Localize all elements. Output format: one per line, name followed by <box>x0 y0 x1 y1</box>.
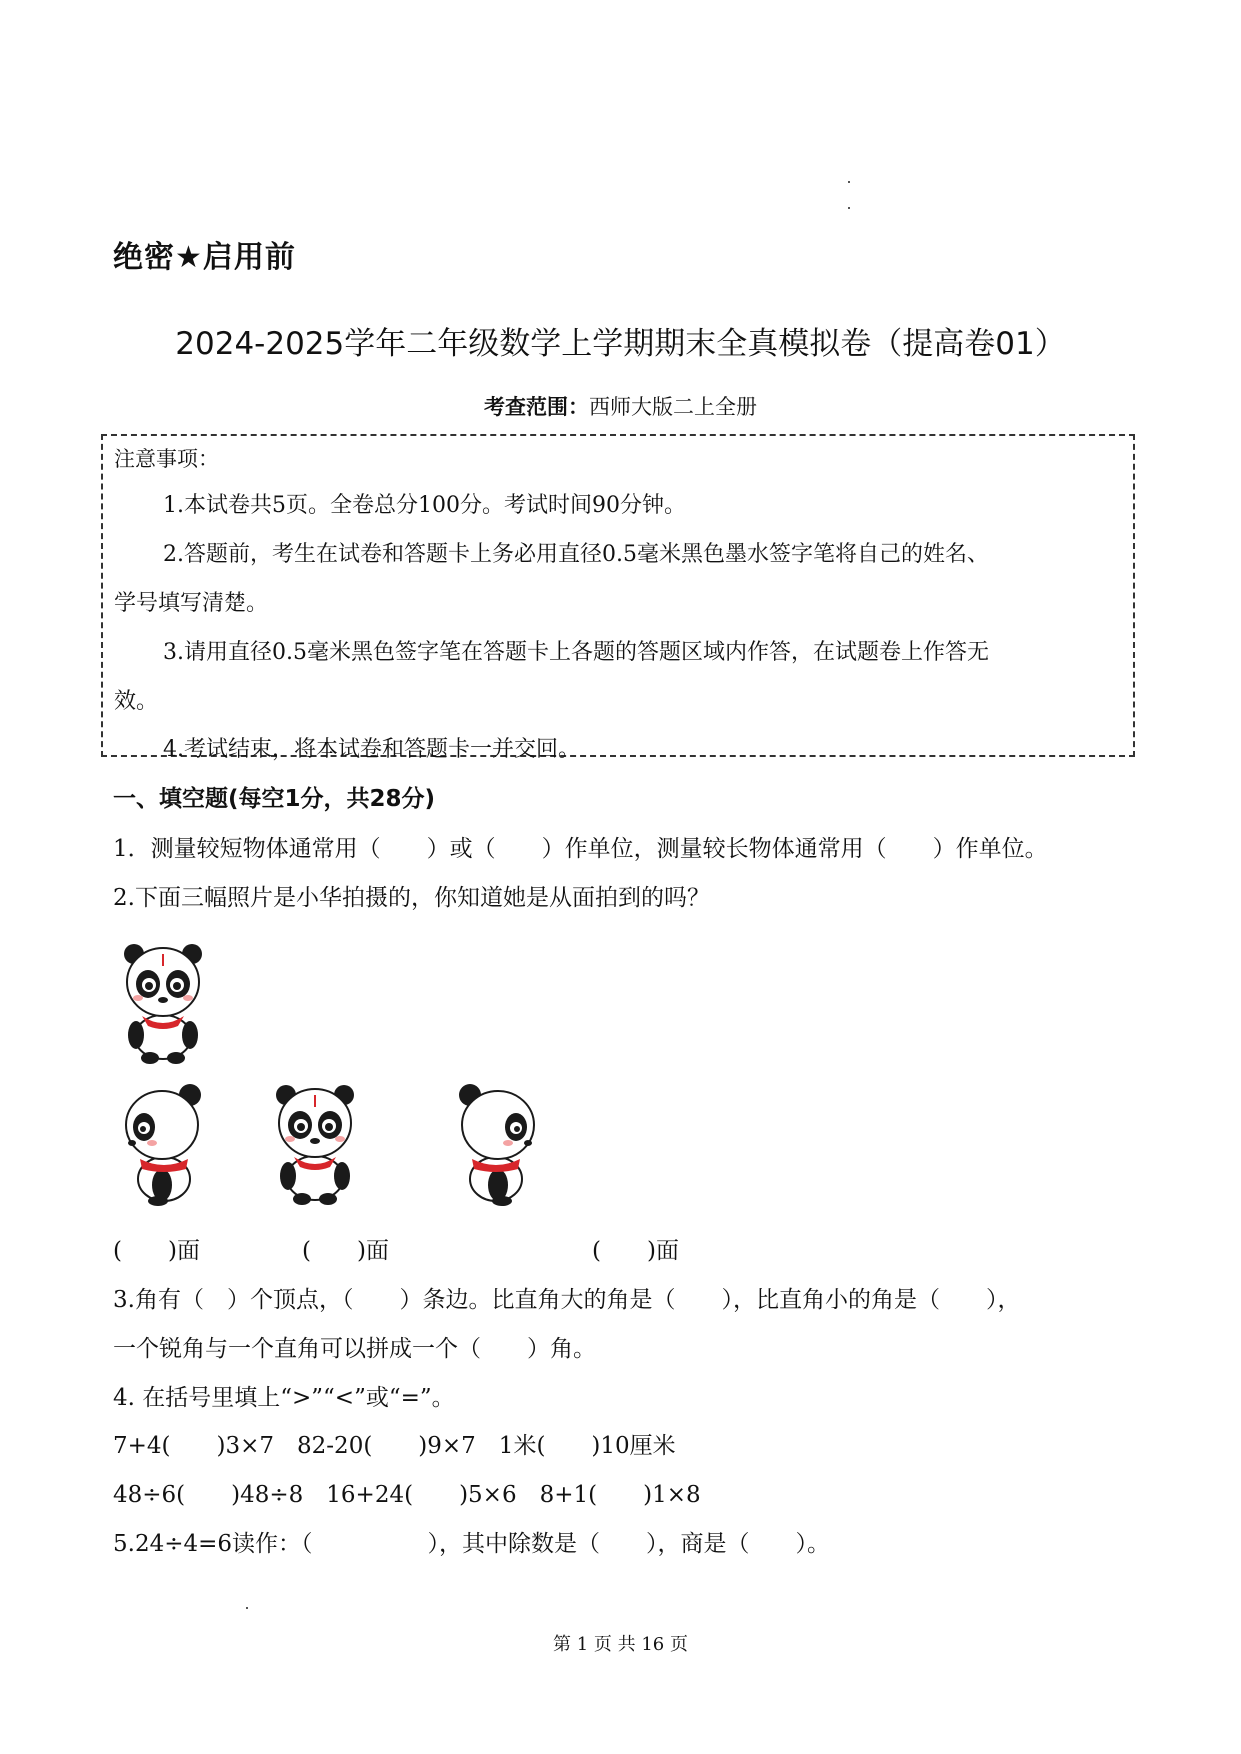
secret-label: 绝密★启用前 <box>113 240 296 275</box>
panda-front-icon <box>118 940 208 1065</box>
question-3-line-1: 3.角有（ ）个顶点，（ ）条边。比直角大的角是（ ），比直角小的角是（ ）， <box>113 1287 1021 1313</box>
section-title: 一、填空题(每空1分，共28分) <box>113 786 436 812</box>
notice-item-4: 4.考试结束，将本试卷和答题卡一并交回。 <box>163 737 580 762</box>
exam-scope <box>0 391 1241 421</box>
scan-dot <box>246 1607 248 1609</box>
panda-front-bottom-icon <box>270 1081 360 1206</box>
notice-item-3-line-2: 效。 <box>114 689 159 714</box>
question-1: 1．测量较短物体通常用（ ）或（ ）作单位，测量较长物体通常用（ ）作单位。 <box>113 836 1048 862</box>
question-4-row-2: 48÷6( )48÷8 16+24( )5×6 8+1( )1×8 <box>113 1482 701 1508</box>
panda-side-left-icon <box>122 1081 207 1206</box>
notice-item-3-line-1: 3.请用直径0.5毫米黑色签字笔在答题卡上各题的答题区域内作答，在试题卷上作答无 <box>163 640 989 665</box>
notice-item-1: 1.本试卷共5页。全卷总分100分。考试时间90分钟。 <box>163 493 686 518</box>
question-3-line-2: 一个锐角与一个直角可以拼成一个（ ）角。 <box>113 1336 596 1362</box>
scope-label: 考查范围： <box>484 395 589 419</box>
question-5: 5.24÷4=6读作：（ ），其中除数是（ ），商是（ ）。 <box>113 1531 831 1557</box>
question-2: 2.下面三幅照片是小华拍摄的，你知道她是从面拍到的吗？ <box>113 885 710 911</box>
scan-dot <box>848 181 850 183</box>
question-2-blank-1: ( )面 <box>113 1238 200 1264</box>
scope-value: 西师大版二上全册 <box>589 395 757 419</box>
page-title: 2024-2025学年二年级数学上学期期末全真模拟卷（提高卷01） <box>175 326 1066 362</box>
notice-item-2-line-1: 2.答题前，考生在试卷和答题卡上务必用直径0.5毫米黑色墨水签字笔将自己的姓名、 <box>163 542 989 567</box>
scan-dot <box>848 207 850 209</box>
question-4-row-1: 7+4( )3×7 82-20( )9×7 1米( )10厘米 <box>113 1433 676 1459</box>
question-2-blank-2: ( )面 <box>302 1238 389 1264</box>
notice-heading: 注意事项： <box>114 447 219 471</box>
notice-item-2-line-2: 学号填写清楚。 <box>114 591 269 616</box>
question-4: 4. 在括号里填上“>”“<”或“=”。 <box>113 1385 455 1411</box>
panda-side-right-icon <box>453 1081 538 1206</box>
page-number: 第 1 页 共 16 页 <box>553 1634 688 1655</box>
question-2-blank-3: ( )面 <box>592 1238 679 1264</box>
